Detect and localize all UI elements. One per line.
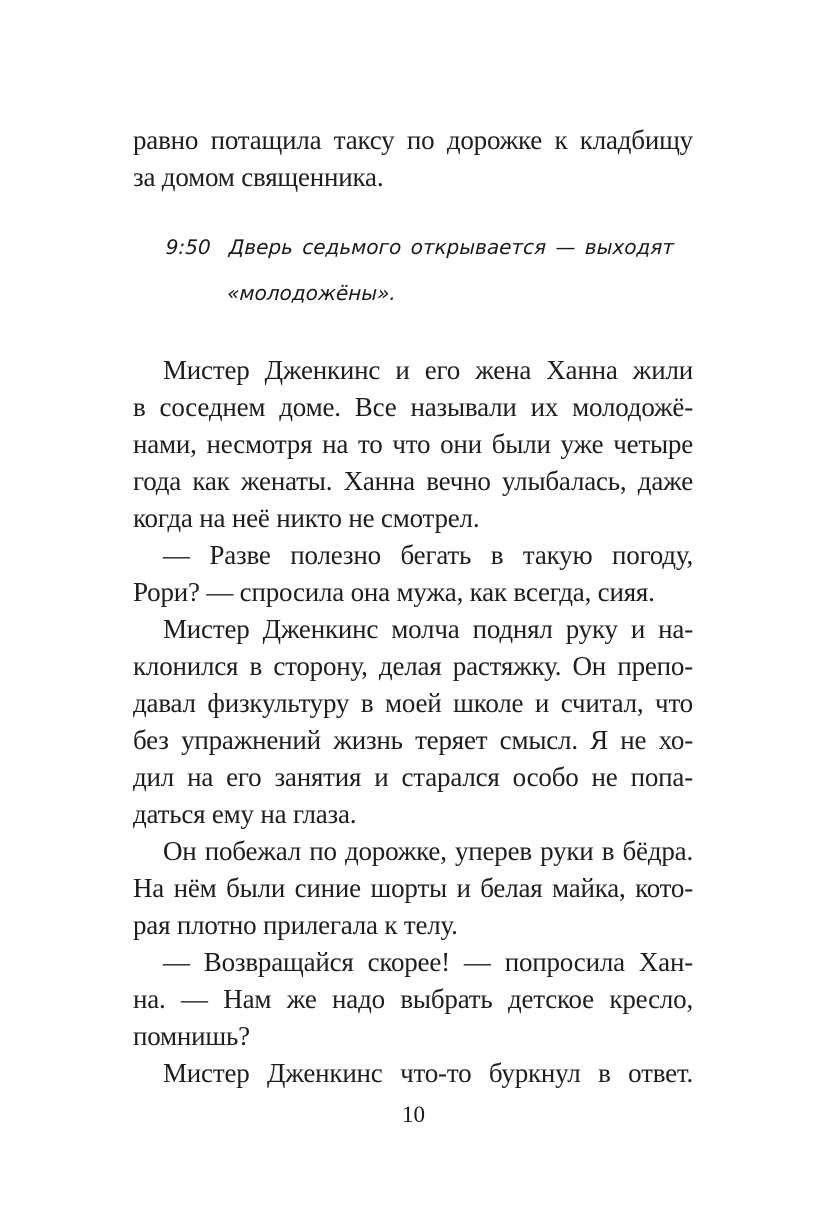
text-line: за домом священника. (133, 162, 384, 192)
handwritten-note (163, 224, 694, 316)
paragraph (133, 944, 693, 1055)
text-line: давал физкультуру в моей школе и считал, что (133, 688, 693, 718)
note-line-text: «молодожёны». (226, 281, 397, 305)
paragraph (133, 1055, 693, 1092)
paragraph (133, 537, 693, 611)
text-line: даться ему на глаза. (133, 799, 357, 829)
text-line: помнишь? (133, 1021, 250, 1051)
note-time: 9:50 (165, 235, 212, 259)
text-line: — Разве полезно бегать в такую погоду, (163, 540, 693, 570)
paragraph (133, 833, 693, 944)
text-line: рая плотно прилегала к телу. (133, 910, 458, 940)
text-line: нами, несмотря на то что они были уже четыре (133, 429, 693, 459)
text-line: года как женаты. Ханна вечно улыбалась, даже (133, 466, 693, 496)
text-line: когда на неё никто не смотрел. (133, 503, 480, 533)
paragraph (133, 122, 693, 196)
text-line: Рори? — спросила она мужа, как всегда, сияя. (133, 577, 655, 607)
text-line: Мистер Дженкинс что-то буркнул в ответ. (163, 1058, 693, 1088)
text-line: На нём были синие шорты и белая майка, кото- (133, 873, 693, 903)
text-line: в соседнем доме. Все называли их молодожё- (133, 392, 693, 422)
page-number: 10 (402, 1102, 425, 1127)
text-line: клонился в сторону, делая растяжку. Он препо- (133, 651, 693, 681)
text-line: — Возвращайся скорее! — попросила Хан- (163, 947, 693, 977)
text-line: на. — Нам же надо выбрать детское кресло, (133, 984, 693, 1014)
note-text (226, 224, 694, 316)
note-line-text: Дверь седьмого открывается — выходят (228, 235, 675, 259)
page-text (133, 122, 693, 1092)
text-line: дил на его занятия и старался особо не попа- (133, 762, 693, 792)
paragraph (133, 611, 693, 833)
text-line: Мистер Дженкинс и его жена Ханна жили (163, 355, 693, 385)
text-line: равно потащила таксу по дорожке к кладбищу (133, 125, 693, 155)
text-line: Мистер Дженкинс молча поднял руку и на- (163, 614, 693, 644)
paragraph (133, 352, 693, 537)
text-line: без упражнений жизнь теряет смысл. Я не хо- (133, 725, 693, 755)
text-line: Он побежал по дорожке, уперев руки в бёдра. (163, 836, 693, 866)
